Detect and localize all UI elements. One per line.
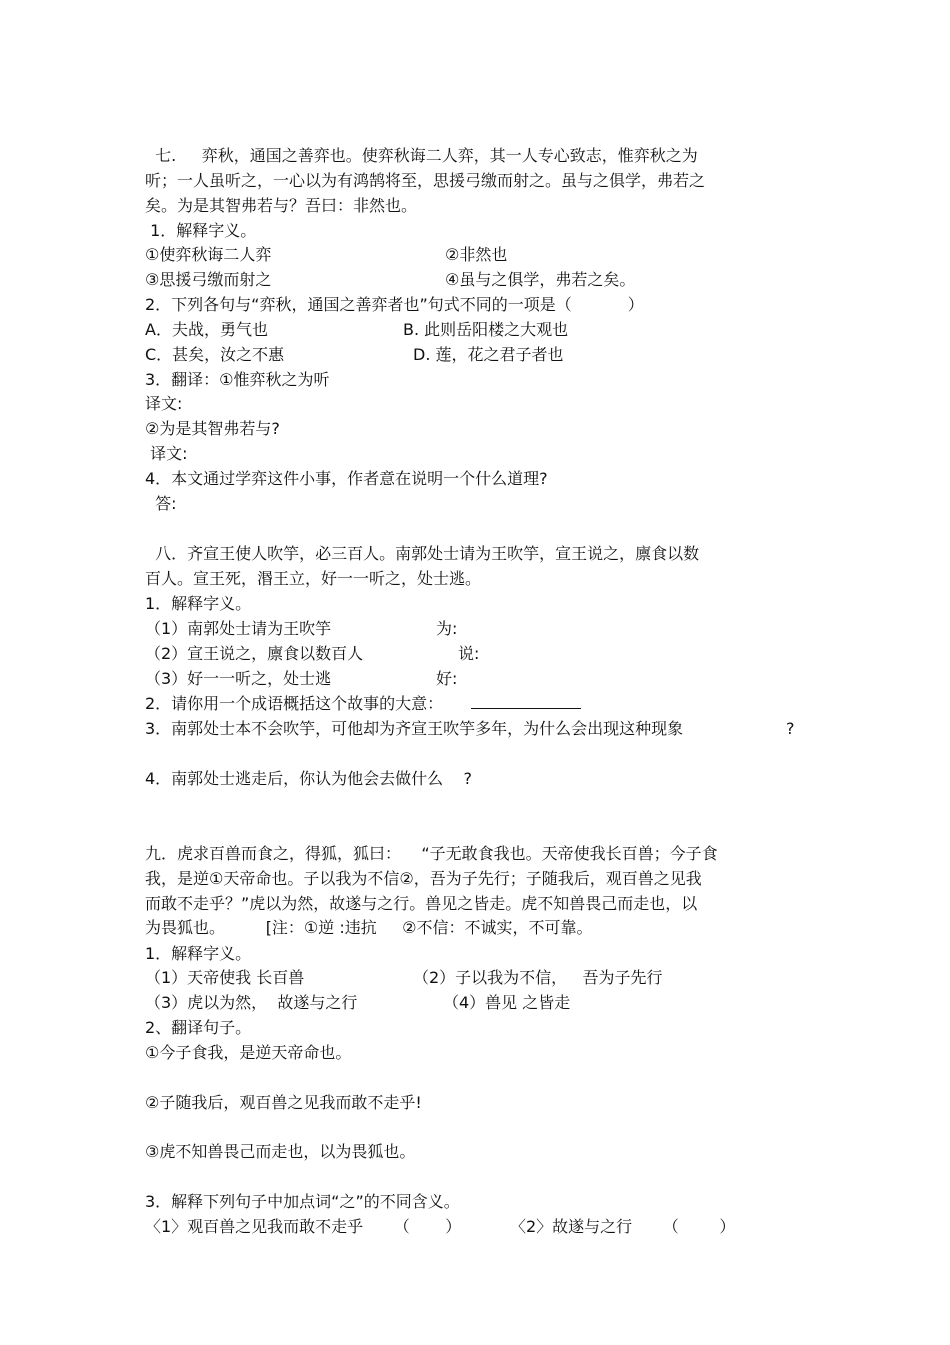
s7-q1-a: ①使弈秋诲二人弈 (145, 245, 272, 264)
s8-q3-question-mark: ? (786, 719, 795, 738)
s8-q3: 3．南郭处士本不会吹竽，可他却为齐宣王吹竽多年，为什么会出现这种现象 (145, 719, 684, 738)
s9-passage-line-2: 我，是逆①天帝命也。子以我为不信②，吾为子先行；子随我后，观百兽之见我 (145, 869, 702, 888)
s9-q1-c: （3）虎以为然， 故遂与之行 (145, 993, 358, 1012)
s8-q1-a: （1）南郭处士请为王吹竽 (145, 619, 332, 638)
s9-q2-a: ①今子食我，是逆天帝命也。 (145, 1043, 352, 1062)
s8-q1-a-word: 为: (436, 619, 458, 638)
s7-q1-c: ③思援弓缴而射之 (145, 270, 272, 289)
s7-passage-line-2: 听；一人虽听之，一心以为有鸿鹄将至，思援弓缴而射之。虽与之俱学，弗若之 (145, 171, 706, 190)
s8-q1: 1．解释字义。 (145, 594, 252, 613)
s9-q1-b: （2）子以我为不信， 吾为子先行 (413, 968, 663, 987)
s7-q2-b: B. 此则岳阳楼之大观也 (403, 320, 569, 339)
s8-q1-c: （3）好一一听之，处士逃 (145, 669, 332, 688)
s7-q2-d: D. 莲，花之君子者也 (413, 345, 564, 364)
s7-q3-2: ②为是其智弗若与? (145, 419, 280, 438)
s9-q2-b: ②子随我后，观百兽之见我而敢不走乎! (145, 1093, 422, 1112)
s8-passage-line-1: 八．齐宣王使人吹竽，必三百人。南郭处士请为王吹竽，宣王说之，廪食以数 (145, 544, 700, 563)
s9-q1-d: （4）兽见 之皆走 (443, 993, 571, 1012)
s9-q3-b: 〈2〉故遂与之行 （ ） (510, 1217, 736, 1236)
s9-q3-a: 〈1〉观百兽之见我而敢不走乎 （ ） (145, 1217, 462, 1236)
s7-q1-d: ④虽与之俱学，弗若之矣。 (445, 270, 636, 289)
s9-q3: 3．解释下列句子中加点词“之”的不同含义。 (145, 1192, 460, 1211)
s7-q3-translation-1: 译文: (145, 394, 183, 413)
s7-q4: 4．本文通过学弈这件小事，作者意在说明一个什么道理? (145, 469, 548, 488)
s8-q1-c-word: 好: (436, 669, 458, 688)
s8-q1-b-word: 说: (458, 644, 480, 663)
s9-q1-a: （1）天帝使我 长百兽 (145, 968, 305, 987)
s9-q1: 1．解释字义。 (145, 944, 252, 963)
s7-q1-b: ②非然也 (445, 245, 508, 264)
s9-passage-line-3: 而敢不走乎？”虎以为然，故遂与之行。兽见之皆走。虎不知兽畏己而走也，以 (145, 894, 698, 913)
s7-q4-answer: 答: (145, 494, 177, 513)
s8-q1-b: （2）宣王说之，廪食以数百人 (145, 644, 364, 663)
s8-q2-answer-blank (471, 693, 581, 709)
s7-passage-line-3: 矣。为是其智弗若与？吾曰：非然也。 (145, 196, 418, 215)
s7-passage-line-1: 七. 弈秋，通国之善弈也。使弈秋诲二人弈，其一人专心致志，惟弈秋之为 (145, 146, 698, 165)
s8-q4: 4．南郭处士逃走后，你认为他会去做什么 ? (145, 769, 473, 788)
s7-q2-a: A．夫战，勇气也 (145, 320, 268, 339)
s7-q1: 1．解释字义。 (145, 221, 257, 240)
s7-q3-translation-2: 译文: (145, 444, 188, 463)
s7-q2: 2．下列各句与“弈秋，通国之善弈者也”句式不同的一项是（ ） (145, 295, 644, 314)
s8-passage-line-2: 百人。宣王死，湣王立，好一一听之，处士逃。 (145, 569, 482, 588)
s7-q3: 3．翻译：①惟弈秋之为听 (145, 370, 330, 389)
s7-q2-c: C．甚矣，汝之不惠 (145, 345, 285, 364)
s9-passage-line-4: 为畏狐也。 [注：①逆 :违抗 ②不信：不诚实，不可靠。 (145, 918, 593, 937)
s9-passage-line-1: 九．虎求百兽而食之，得狐，狐曰： “子无敢食我也。天帝使我长百兽；今子食 (145, 844, 718, 863)
s8-q2 (145, 692, 581, 716)
s9-q2: 2、翻译句子。 (145, 1018, 252, 1037)
s9-q2-c: ③虎不知兽畏己而走也，以为畏狐也。 (145, 1142, 416, 1161)
s8-q2-text: 2．请你用一个成语概括这个故事的大意： (145, 694, 444, 713)
